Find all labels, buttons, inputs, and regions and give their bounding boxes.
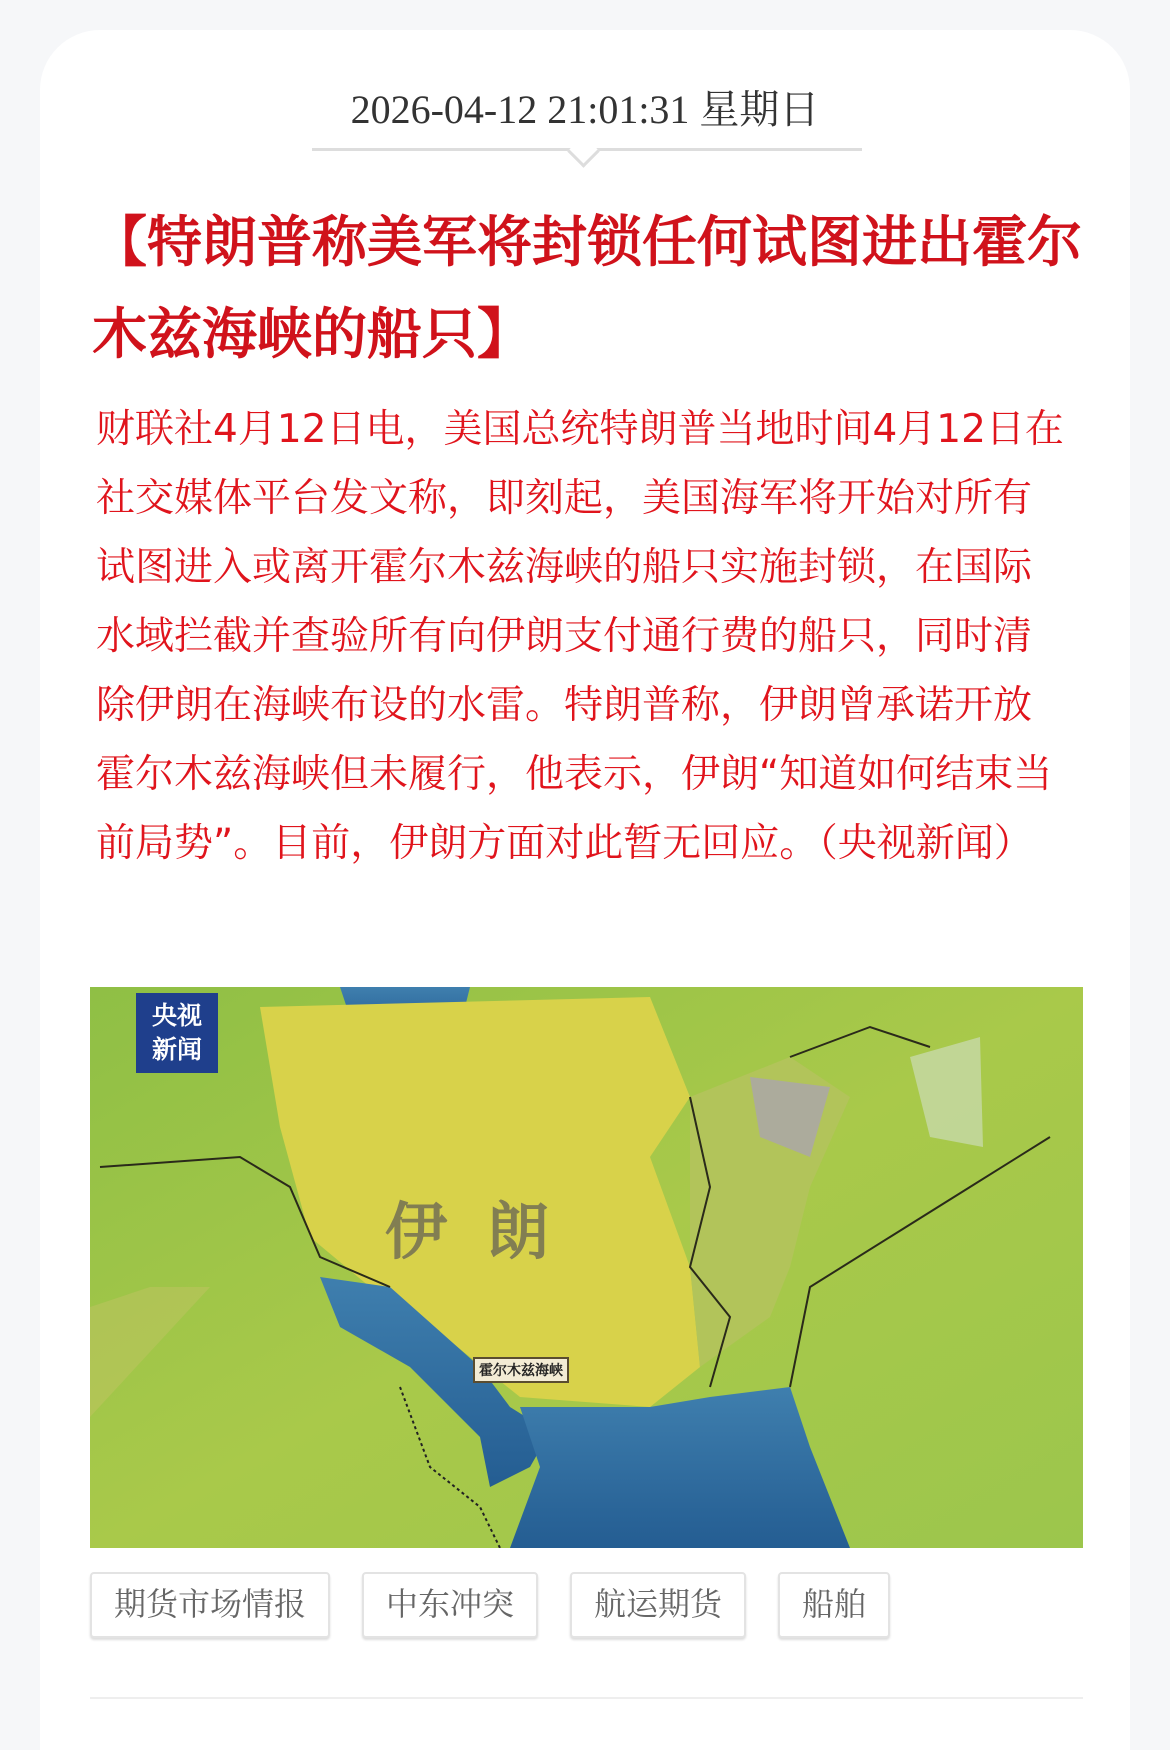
map-label-strait: 霍尔木兹海峡 — [473, 1357, 569, 1383]
article-title: 【特朗普称美军将封锁任何试图进出霍尔木兹海峡的船只】 — [92, 209, 1083, 366]
article-datetime: 2026-04-12 21:01:31 星期日 — [350, 87, 820, 132]
map-label-iran: 伊朗 — [385, 1195, 590, 1268]
tag-futures-intel[interactable]: 期货市场情报 — [90, 1572, 330, 1638]
article-map-image[interactable] — [90, 987, 1083, 1548]
tag-ships[interactable]: 船舶 — [778, 1572, 890, 1638]
bottom-divider — [90, 1697, 1083, 1699]
article-body: 财联社4月12日电，美国总统特朗普当地时间4月12日在社交媒体平台发文称，即刻起，美国海军将开始对所有试图进入或离开霍尔木兹海峡的船只实施封锁，在国际水域拦截并查验所有向伊朗支付通行费的船只，同时清除伊朗在海峡布设的水雷。特朗普称，伊朗曾承诺开放霍尔木兹海峡但未履行，他表示，伊朗“知道如何结束当前局势”。目前，伊朗方面对此暂无回应。（央视新闻） — [96, 407, 1064, 866]
tag-shipping-futures[interactable]: 航运期货 — [570, 1572, 746, 1638]
cctv-news-logo: 央视 新闻 — [136, 993, 218, 1073]
tag-list — [90, 1572, 890, 1638]
tag-middle-east-conflict[interactable]: 中东冲突 — [362, 1572, 538, 1638]
